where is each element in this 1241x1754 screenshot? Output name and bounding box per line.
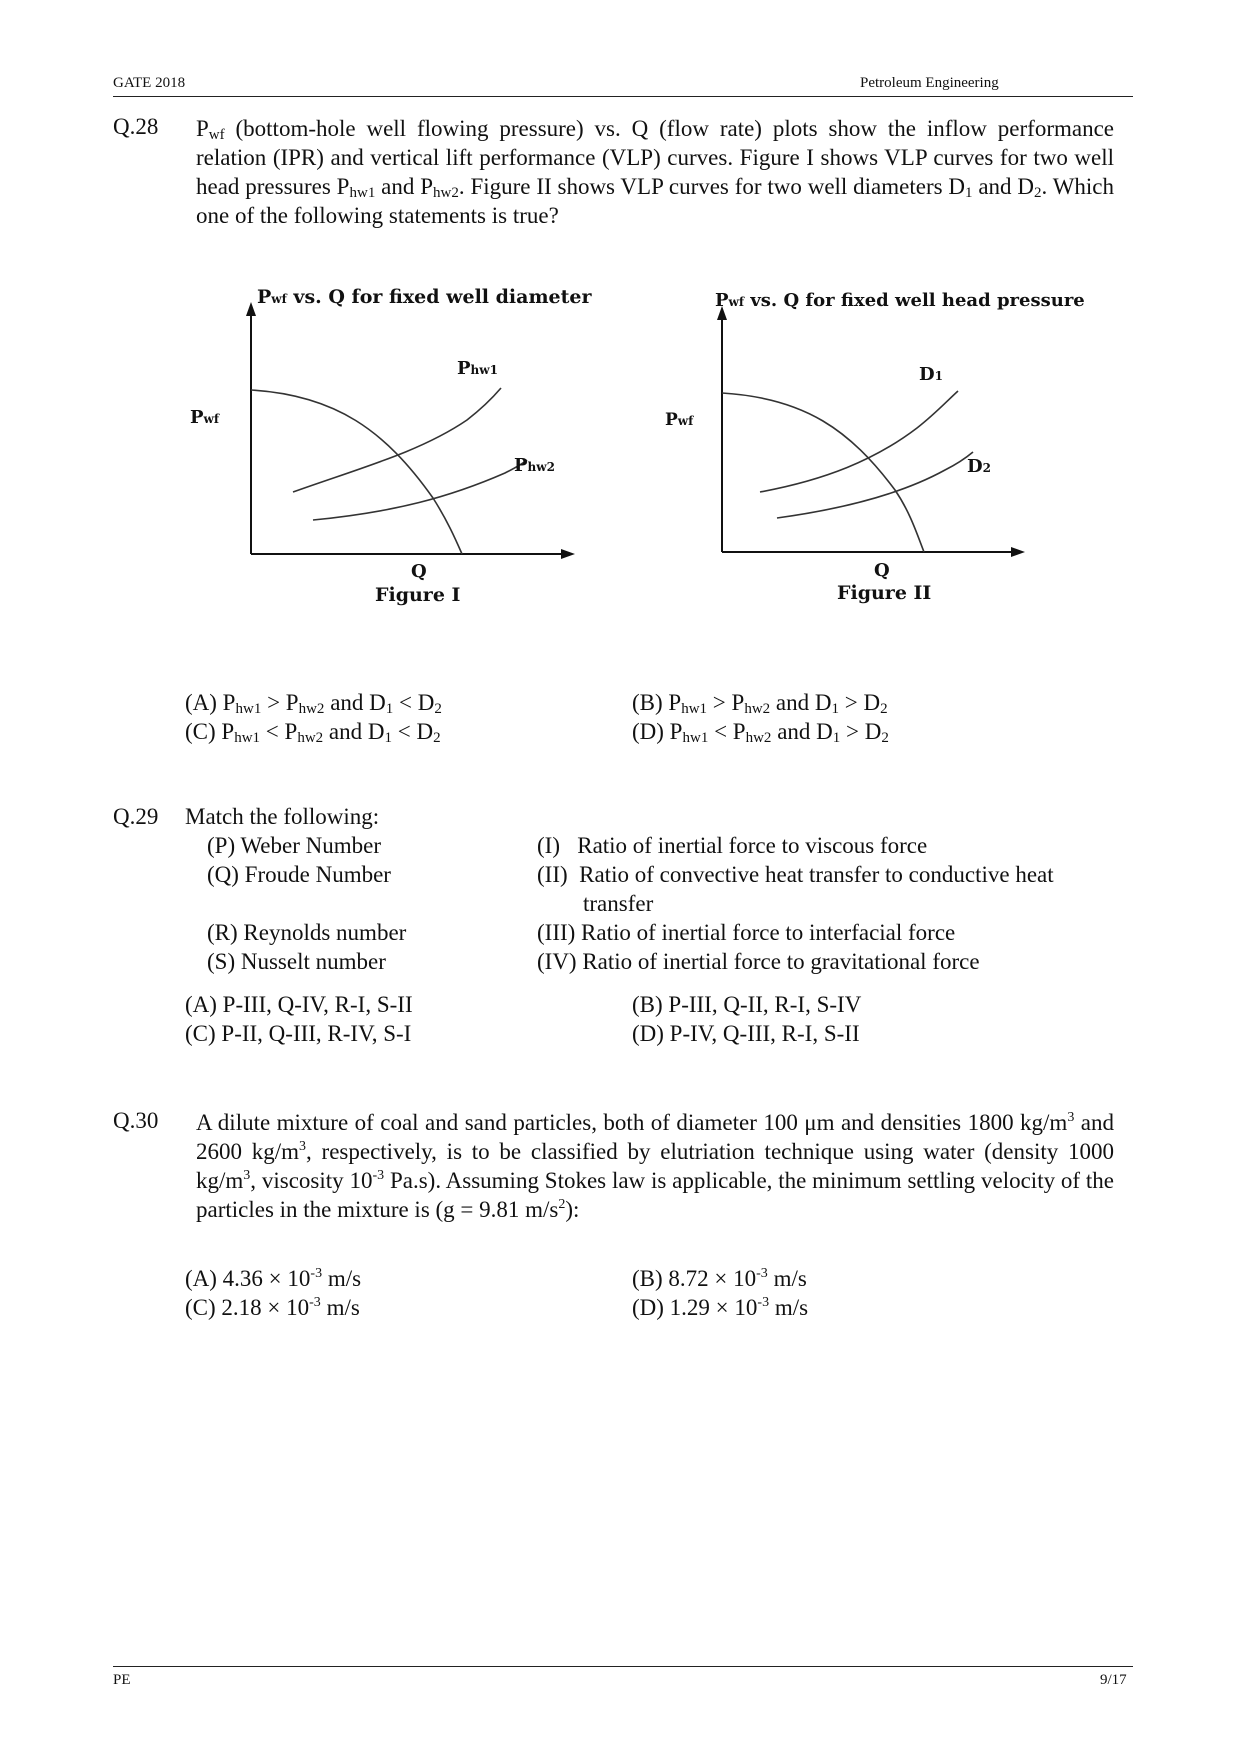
footer-left: PE [113, 1672, 131, 1688]
q29-left-p: (P) Weber Number [207, 833, 382, 858]
figure-2-x-arrow [1011, 547, 1025, 557]
header-right: Petroleum Engineering [860, 75, 999, 91]
q29-left-s: (S) Nusselt number [207, 949, 386, 974]
q29-left-r: (R) Reynolds number [207, 920, 407, 945]
q29-left-q: (Q) Froude Number [207, 862, 391, 887]
header-rule [113, 96, 1133, 97]
figure-1-phw1-label: Phw1 [457, 358, 498, 379]
figure-1-x-label: Q [411, 561, 427, 582]
q29-option-d[interactable]: (D) P-IV, Q-III, R-I, S-II [632, 1021, 860, 1046]
q29-right-ii-cont: transfer [583, 891, 654, 916]
footer-page-number: 9/17 [1100, 1672, 1127, 1688]
q28-option-d[interactable]: (D) $P_{hw1} < P_{hw2}$ and $D_1 > D_2$ [632, 719, 889, 746]
q29-right-ii: (II) Ratio of convective heat transfer to conductive heat [537, 862, 1054, 887]
q28-number: Q.28 [113, 114, 159, 139]
q29-option-b[interactable]: (B) P-III, Q-II, R-I, S-IV [632, 992, 862, 1017]
q29-right-iii: (III) Ratio of inertial force to interfacial force [537, 920, 956, 945]
q29-option-c[interactable]: (C) P-II, Q-III, R-IV, S-I [185, 1021, 412, 1046]
q30-option-c[interactable]: (C) $2.18 \times 10^{-3}$ m/s [185, 1295, 360, 1320]
figure-1-y-arrow [246, 302, 256, 316]
figure-1-title: Pwf vs. Q for fixed well diameter [257, 286, 592, 308]
figure-1-y-label: Pwf [190, 407, 220, 428]
q29-right-i: (I) Ratio of inertial force to viscous force [537, 833, 928, 858]
figure-1-x-arrow [561, 549, 575, 559]
figure-2-caption: Figure II [837, 582, 932, 604]
q28-option-b[interactable]: (B) $P_{hw1} > P_{hw2}$ and $D_1 > D_2$ [632, 690, 888, 717]
figure-2-d1-label: D1 [919, 364, 943, 385]
figure-2-vlp-d2-curve [777, 452, 973, 518]
q30-option-d[interactable]: (D) $1.29 \times 10^{-3}$ m/s [632, 1295, 809, 1320]
figure-2-d2-label: D2 [967, 456, 991, 477]
figure-1 [185, 280, 595, 620]
figure-2-ipr-curve [722, 393, 924, 552]
figure-1-vlp-phw2-curve [313, 460, 527, 520]
header-left: GATE 2018 [113, 75, 186, 91]
q28-option-c[interactable]: (C) $P_{hw1} < P_{hw2}$ and $D_1 < D_2$ [185, 719, 441, 746]
figure-2 [655, 280, 1105, 620]
figure-2-y-label: Pwf [665, 410, 694, 430]
figure-1-phw2-label: Phw2 [514, 455, 555, 476]
q29-option-a[interactable]: (A) P-III, Q-IV, R-I, S-II [185, 992, 413, 1017]
figure-2-x-label: Q [874, 560, 890, 581]
q28-option-a[interactable]: (A) $P_{hw1} > P_{hw2}$ and $D_1 < D_2$ [185, 690, 442, 717]
q30-option-b[interactable]: (B) $8.72 \times 10^{-3}$ m/s [632, 1266, 807, 1291]
figure-1-ipr-curve [251, 390, 462, 554]
figure-1-vlp-phw1-curve [293, 388, 501, 492]
q29-number: Q.29 [113, 804, 159, 829]
q29-prompt: Match the following: [185, 804, 380, 829]
q28-text: $P_{wf}$ (bottom-hole well flowing pressure) vs. Q (flow rate) plots show the inflow performance relation (IPR) and vertical lift performance (VLP) curves. Figure I shows VLP curves for two well head pressures $P_{hw1}$ and $P_{hw2}$. Figure II shows VLP curves for two well diameters $D_1$ and $D_2$. Which one of the following statements is true? [196, 116, 1114, 228]
footer-rule [113, 1666, 1133, 1667]
q30-option-a[interactable]: (A) $4.36 \times 10^{-3}$ m/s [185, 1266, 362, 1291]
q30-text: A dilute mixture of coal and sand particles, both of diameter 100 μm and densities 1800 $kg/m^3$ and 2600 $kg/m^3$, respectively, is to be classified by elutriation technique using water (density 1000 $kg/m^3$, viscosity $10^{-3}$ Pa.s). Assuming Stokes law is applicable, the minimum settling velocity of the particles in the mixture is (g = 9.81 $m/s^2$): [196, 1110, 1114, 1222]
figure-1-caption: Figure I [375, 584, 461, 606]
figure-1-plot [185, 280, 595, 620]
q29-right-iv: (IV) Ratio of inertial force to gravitational force [537, 949, 980, 974]
figure-2-title: Pwf vs. Q for fixed well head pressure [715, 290, 1085, 311]
q30-number: Q.30 [113, 1108, 159, 1133]
